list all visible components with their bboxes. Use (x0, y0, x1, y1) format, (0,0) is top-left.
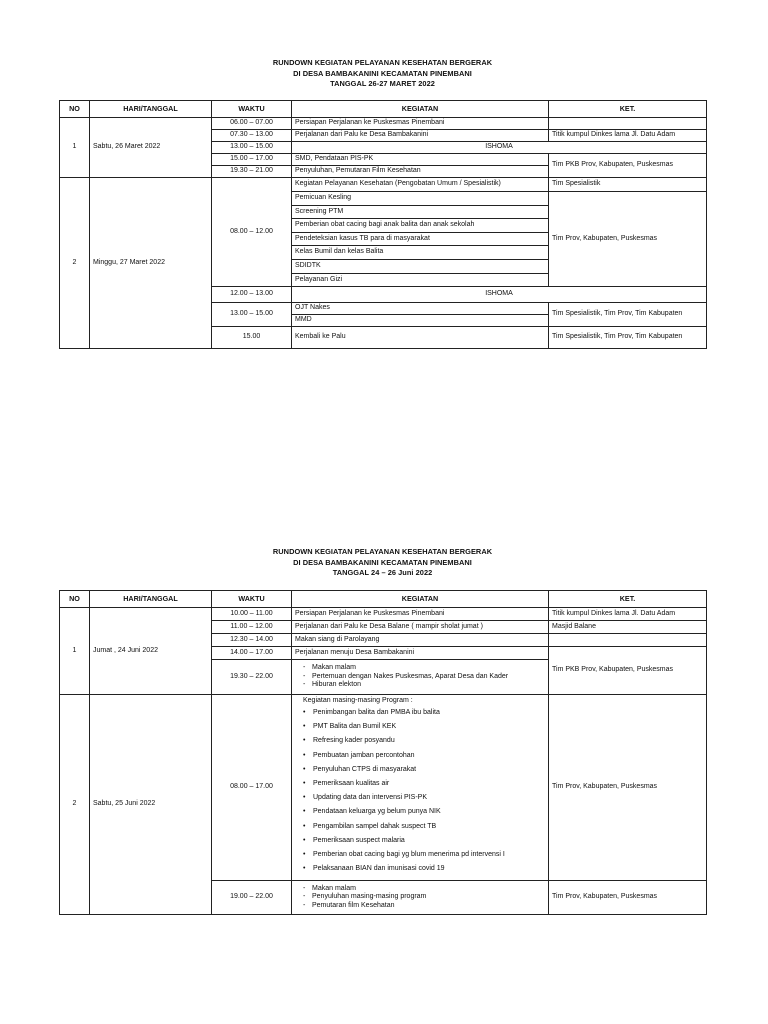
list-item: • PMT Balita dan Bumil KEK (303, 720, 545, 734)
list-item: - Makan malam (303, 664, 545, 673)
header-note: KET. (549, 591, 707, 608)
day-date: Sabtu, 26 Maret 2022 (90, 118, 212, 178)
list-item: • Penimbangan balita dan PMBA ibu balita (303, 706, 545, 720)
list-item: • Pengambilan sampel dahak suspect TB (303, 820, 545, 834)
row-time: 06.00 – 07.00 (212, 118, 292, 130)
row-time: 12.00 – 13.00 (212, 287, 292, 303)
row-note: Tim Spesialistik, Tim Prov, Tim Kabupaten (549, 303, 707, 327)
row-time: 19.00 – 22.00 (212, 881, 292, 915)
table-header-row (60, 591, 707, 608)
row-activity: Persiapan Perjalanan ke Puskesmas Pinembani (292, 608, 549, 621)
rundown-document-june (59, 547, 706, 909)
header-no: NO (60, 591, 90, 608)
row-activity: SMD, Pendataan PIS-PK (292, 154, 549, 166)
row-activity: Perjalanan dari Palu ke Desa Balane ( mampir sholat jumat ) (292, 621, 549, 634)
header-date: HARI/TANGGAL (90, 101, 212, 118)
list-item: • Pemberian obat cacing bagi yg blum menerima pd intervensi I (303, 848, 545, 862)
row-activity: Pelayanan Gizi (292, 273, 549, 287)
list-item: - Makan malam (303, 885, 545, 894)
day-date: Minggu, 27 Maret 2022 (90, 178, 212, 349)
header-time: WAKTU (212, 591, 292, 608)
row-note: Tim PKB Prov, Kabupaten, Puskesmas (549, 647, 707, 695)
evening-list (295, 664, 545, 690)
row-activity: Penyuluhan, Pemutaran Film Kesehatan (292, 166, 549, 178)
day-number: 2 (60, 178, 90, 349)
row-time: 15.00 (212, 327, 292, 349)
row-activity: Kegiatan Pelayanan Kesehatan (Pengobatan Umum / Spesialistik) (292, 178, 549, 192)
row-time: 19.30 – 22.00 (212, 660, 292, 695)
row-activity (292, 881, 549, 915)
document-title (59, 58, 706, 90)
row-activity (292, 695, 549, 881)
header-activity: KEGIATAN (292, 591, 549, 608)
list-item: - Hiburan elekton (303, 681, 545, 690)
list-item: - Pemutaran film Kesehatan (303, 902, 545, 911)
row-activity (292, 660, 549, 695)
list-item: • Penyuluhan CTPS di masyarakat (303, 763, 545, 777)
ishoma-cell: ISHOMA (292, 142, 707, 154)
list-item: • Pembuatan jamban percontohan (303, 749, 545, 763)
title-line-1: RUNDOWN KEGIATAN PELAYANAN KESEHATAN BERGERAK (272, 58, 493, 67)
evening-list (295, 885, 545, 911)
row-note: Tim Prov, Kabupaten, Puskesmas (549, 881, 707, 915)
header-date: HARI/TANGGAL (90, 591, 212, 608)
table-row (60, 118, 707, 130)
row-activity: Pemberian obat cacing bagi anak balita dan anak sekolah (292, 219, 549, 233)
program-list (295, 706, 545, 876)
row-time: 13.00 – 15.00 (212, 142, 292, 154)
row-time: 14.00 – 17.00 (212, 647, 292, 660)
row-time: 08.00 – 12.00 (212, 178, 292, 287)
list-item: • Refresing kader posyandu (303, 734, 545, 748)
row-note: Titik kumpul Dinkes lama Jl. Datu Adam (549, 608, 707, 621)
list-item: • Pelaksanaan BIAN dan imunisasi covid 19 (303, 862, 545, 876)
row-note (549, 634, 707, 647)
day-date: Sabtu, 25 Juni 2022 (90, 695, 212, 915)
row-activity: Persiapan Perjalanan ke Puskesmas Pinembani (292, 118, 549, 130)
row-note: Tim Prov, Kabupaten, Puskesmas (549, 695, 707, 881)
row-activity: Pendeteksian kasus TB para di masyarakat (292, 232, 549, 246)
day-number: 1 (60, 608, 90, 695)
day-number: 1 (60, 118, 90, 178)
title-line-1: RUNDOWN KEGIATAN PELAYANAN KESEHATAN BERGERAK (272, 547, 493, 556)
row-note: Tim PKB Prov, Kabupaten, Puskesmas (549, 154, 707, 178)
row-note: Titik kumpul Dinkes lama Jl. Datu Adam (549, 130, 707, 142)
day-date: Jumat , 24 Juni 2022 (90, 608, 212, 695)
row-time: 08.00 – 17.00 (212, 695, 292, 881)
title-line-2: DI DESA BAMBAKANINI KECAMATAN PINEMBANI (293, 68, 472, 78)
title-line-3: TANGGAL 24 – 26 Juni 2022 (332, 568, 433, 577)
ishoma-cell: ISHOMA (292, 287, 707, 303)
table-row (60, 608, 707, 621)
row-note: Tim Spesialistik, Tim Prov, Tim Kabupaten (549, 327, 707, 349)
row-time: 15.00 – 17.00 (212, 154, 292, 166)
rundown-document-march (59, 58, 706, 341)
row-activity: Kelas Bumil dan kelas Balita (292, 246, 549, 260)
row-note (549, 118, 707, 130)
row-time: 13.00 – 15.00 (212, 303, 292, 327)
row-time: 12.30 – 14.00 (212, 634, 292, 647)
row-time: 07.30 – 13.00 (212, 130, 292, 142)
row-activity: SDIDTK (292, 259, 549, 273)
rundown-table (59, 590, 707, 915)
header-note: KET. (549, 101, 707, 118)
header-activity: KEGIATAN (292, 101, 549, 118)
list-item: • Pemeriksaan kualitas air (303, 777, 545, 791)
list-item: • Pendataan keluarga yg belum punya NIK (303, 805, 545, 819)
row-activity: OJT Nakes (292, 303, 549, 315)
row-time: 11.00 – 12.00 (212, 621, 292, 634)
row-note: Tim Spesialistik (549, 178, 707, 192)
table-row (60, 178, 707, 192)
row-activity: Perjalanan menuju Desa Bambakanini (292, 647, 549, 660)
row-activity: Perjalanan dari Palu ke Desa Bambakanini (292, 130, 549, 142)
list-item: • Pemeriksaan suspect malaria (303, 834, 545, 848)
title-line-3: TANGGAL 26-27 MARET 2022 (330, 79, 435, 88)
row-note: Masjid Balane (549, 621, 707, 634)
table-header-row (60, 101, 707, 118)
document-title (59, 547, 706, 579)
table-row (60, 695, 707, 881)
row-activity: Kembali ke Palu (292, 327, 549, 349)
row-note: Tim Prov, Kabupaten, Puskesmas (549, 192, 707, 287)
list-item: - Penyuluhan masing-masing program (303, 893, 545, 902)
header-no: NO (60, 101, 90, 118)
rundown-table (59, 100, 707, 349)
row-activity: Screening PTM (292, 205, 549, 219)
list-item: - Pertemuan dengan Nakes Puskesmas, Aparat Desa dan Kader (303, 673, 545, 682)
row-activity: Pemicuan Kesling (292, 192, 549, 206)
row-time: 19.30 – 21.00 (212, 166, 292, 178)
program-heading: Kegiatan masing-masing Program : (303, 697, 413, 704)
list-item: • Updating data dan intervensi PIS-PK (303, 791, 545, 805)
header-time: WAKTU (212, 101, 292, 118)
row-activity: Makan siang di Parolayang (292, 634, 549, 647)
row-time: 10.00 – 11.00 (212, 608, 292, 621)
row-activity: MMD (292, 315, 549, 327)
day-number: 2 (60, 695, 90, 915)
title-line-2: DI DESA BAMBAKANINI KECAMATAN PINEMBANI (293, 557, 472, 567)
